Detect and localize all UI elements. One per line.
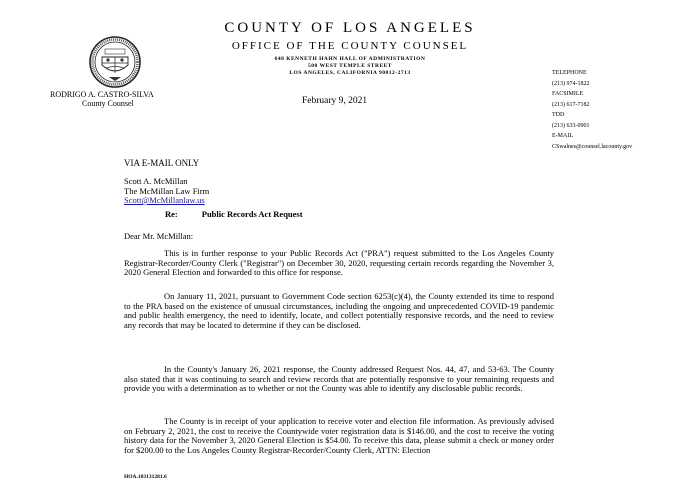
tdd-number: (213) 633-0901 (552, 122, 590, 129)
contact-block (552, 68, 632, 152)
sender-title: County Counsel (82, 99, 134, 108)
tdd-label: TDD (552, 112, 565, 118)
body-paragraph-4: The County is in receipt of your application to receive voter and election file information. As previously advised on February 2, 2021, the cost to receive the Countywide voter registration data is $146.00, and the cost to receive the voting history data for the November 3, 2020 General Election is $54.00. To receive this data, please submit a check or money order for $200.00 to the Los Angeles County Registrar-Recorder/County Clerk, ATTN: Election (124, 416, 554, 455)
letterhead-address-line-3: LOS ANGELES, CALIFORNIA 90012-2713 (289, 70, 411, 76)
subject-line (165, 209, 303, 219)
delivery-method: VIA E-MAIL ONLY (124, 158, 200, 168)
email-address: CSwalnes@counsel.lacounty.gov (552, 143, 633, 150)
letterhead-office: OFFICE OF THE COUNTY COUNSEL (231, 40, 469, 52)
letterhead-address-line-1: 648 KENNETH HAHN HALL OF ADMINISTRATION (274, 56, 426, 62)
recipient-firm: The McMillan Law Firm (124, 185, 210, 196)
sender-name: RODRIGO A. CASTRO-SILVA (50, 90, 154, 99)
subject-text: Public Records Act Request (201, 209, 303, 219)
telephone-number: (213) 974-1822 (552, 80, 590, 87)
telephone-label: TELEPHONE (552, 70, 587, 76)
body-paragraph-2: On January 11, 2021, pursuant to Government Code section 6253(c)(4), the County extended its time to respond to the PRA based on the existence of unusual circumstances, including the ongoing and unprecedented COVID-19 pandemic and public health emergency, the need to identify, locate, and collect potentially responsive records, and the need to review any records that may be located to determine if they can be disclosed. (124, 291, 554, 330)
body-paragraph-1: This is in further response to your Public Records Act ("PRA") request submitted to the Los Angeles County Registrar-Recorder/County Clerk ("Registrar") on December 30, 2020, requesting certain records regarding the November 3, 2020 General Election and forwarded to this office for response. (124, 248, 554, 278)
email-label: E-MAIL (552, 133, 573, 139)
document-code: HOA.103131281.6 (124, 474, 167, 480)
letter-date: February 9, 2021 (302, 96, 368, 106)
facsimile-label: FACSIMILE (552, 91, 584, 97)
salutation: Dear Mr. McMillan: (124, 231, 194, 241)
subject-label: Re: (165, 209, 178, 219)
letterhead-address-line-2: 500 WEST TEMPLE STREET (308, 63, 392, 69)
recipient-block (124, 177, 209, 206)
sender-block (50, 90, 154, 108)
body-paragraph-3: In the County's January 26, 2021 response, the County addressed Request Nos. 44, 47, and 53-63. The County also stated that it was continuing to search and review records that are potentially responsive to your remaining requests and provide you with a determination as to whether or not the County was able to identify any disclosable public records. (124, 364, 554, 394)
recipient-email-link[interactable]: Scott@McMillanlaw.us (124, 195, 205, 205)
county-seal-logo (88, 35, 142, 89)
letterhead-title: COUNTY OF LOS ANGELES (224, 20, 476, 36)
recipient-name: Scott A. McMillan (124, 176, 188, 186)
facsimile-number: (213) 617-7182 (552, 101, 590, 108)
